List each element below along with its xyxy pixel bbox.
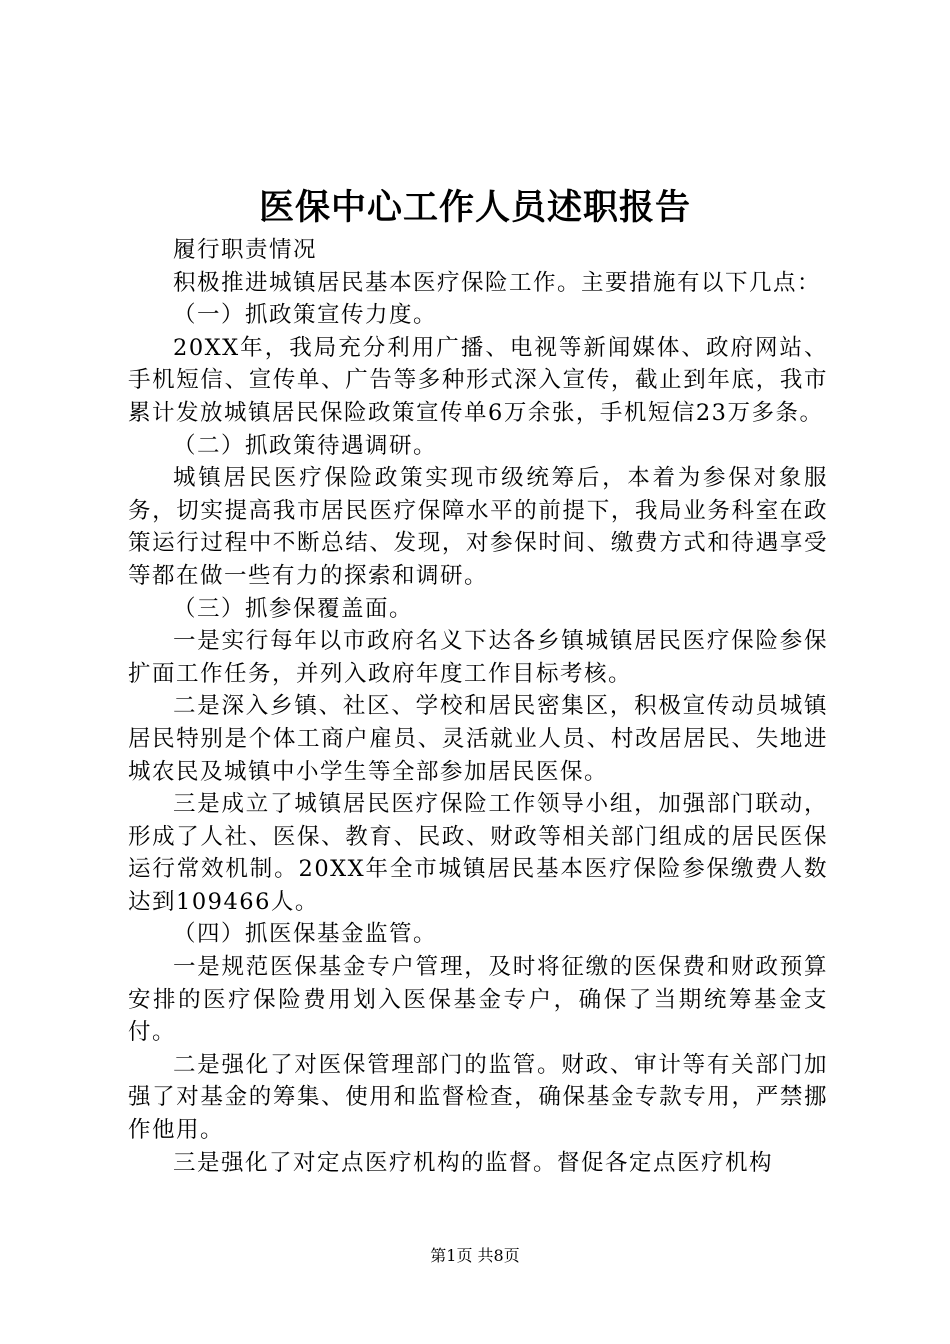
section-heading-2: （二）抓政策待遇调研。 [173, 432, 438, 459]
paragraph-fund-3: 三是强化了对定点医疗机构的监督。督促各定点医疗机构 [173, 1149, 774, 1176]
paragraph-coverage-1: 一是实行每年以市政府名义下达各乡镇城镇居民医疗保险参保扩面工作任务，并列入政府年度工作目标考核。 [128, 628, 828, 687]
section-heading-4: （四）抓医保基金监管。 [173, 921, 438, 948]
paragraph-fund-1: 一是规范医保基金专户管理，及时将征缴的医保费和财政预算安排的医疗保险费用划入医保基金专户，确保了当期统筹基金支付。 [128, 954, 828, 1046]
paragraph-coverage-2: 二是深入乡镇、社区、学校和居民密集区，积极宣传动员城镇居民特别是个体工商户雇员、灵活就业人员、村改居居民、失地进城农民及城镇中小学生等全部参加居民医保。 [128, 693, 828, 785]
paragraph-duty-heading: 履行职责情况 [173, 237, 318, 263]
paragraph-publicity: 20XX年，我局充分利用广播、电视等新闻媒体、政府网站、手机短信、宣传单、广告等多种形式深入宣传，截止到年底，我市累计发放城镇居民保险政策宣传单6万余张，手机短信23万多条。 [128, 334, 828, 426]
document-title: 医保中心工作人员述职报告 [258, 187, 691, 228]
paragraph-coverage-3: 三是成立了城镇居民医疗保险工作领导小组，加强部门联动，形成了人社、医保、教育、民政、财政等相关部门组成的居民医保运行常效机制。20XX年全市城镇居民基本医疗保险参保缴费人数达到109466人。 [128, 791, 828, 915]
paragraph-research: 城镇居民医疗保险政策实现市级统筹后，本着为参保对象服务，切实提高我市居民医疗保障水平的前提下，我局业务科室在政策运行过程中不断总结、发现，对参保时间、缴费方式和待遇享受等都在做一些有力的探索和调研。 [128, 465, 828, 589]
section-heading-3: （三）抓参保覆盖面。 [173, 595, 414, 622]
paragraph-fund-2: 二是强化了对医保管理部门的监管。财政、审计等有关部门加强了对基金的筹集、使用和监督检查，确保基金专款专用，严禁挪作他用。 [128, 1051, 828, 1144]
paragraph-intro: 积极推进城镇居民基本医疗保险工作。主要措施有以下几点： [173, 269, 822, 296]
section-heading-1: （一）抓政策宣传力度。 [173, 302, 438, 329]
page-footer: 第1页 共8页 [430, 1246, 520, 1265]
document-body [128, 234, 828, 1179]
